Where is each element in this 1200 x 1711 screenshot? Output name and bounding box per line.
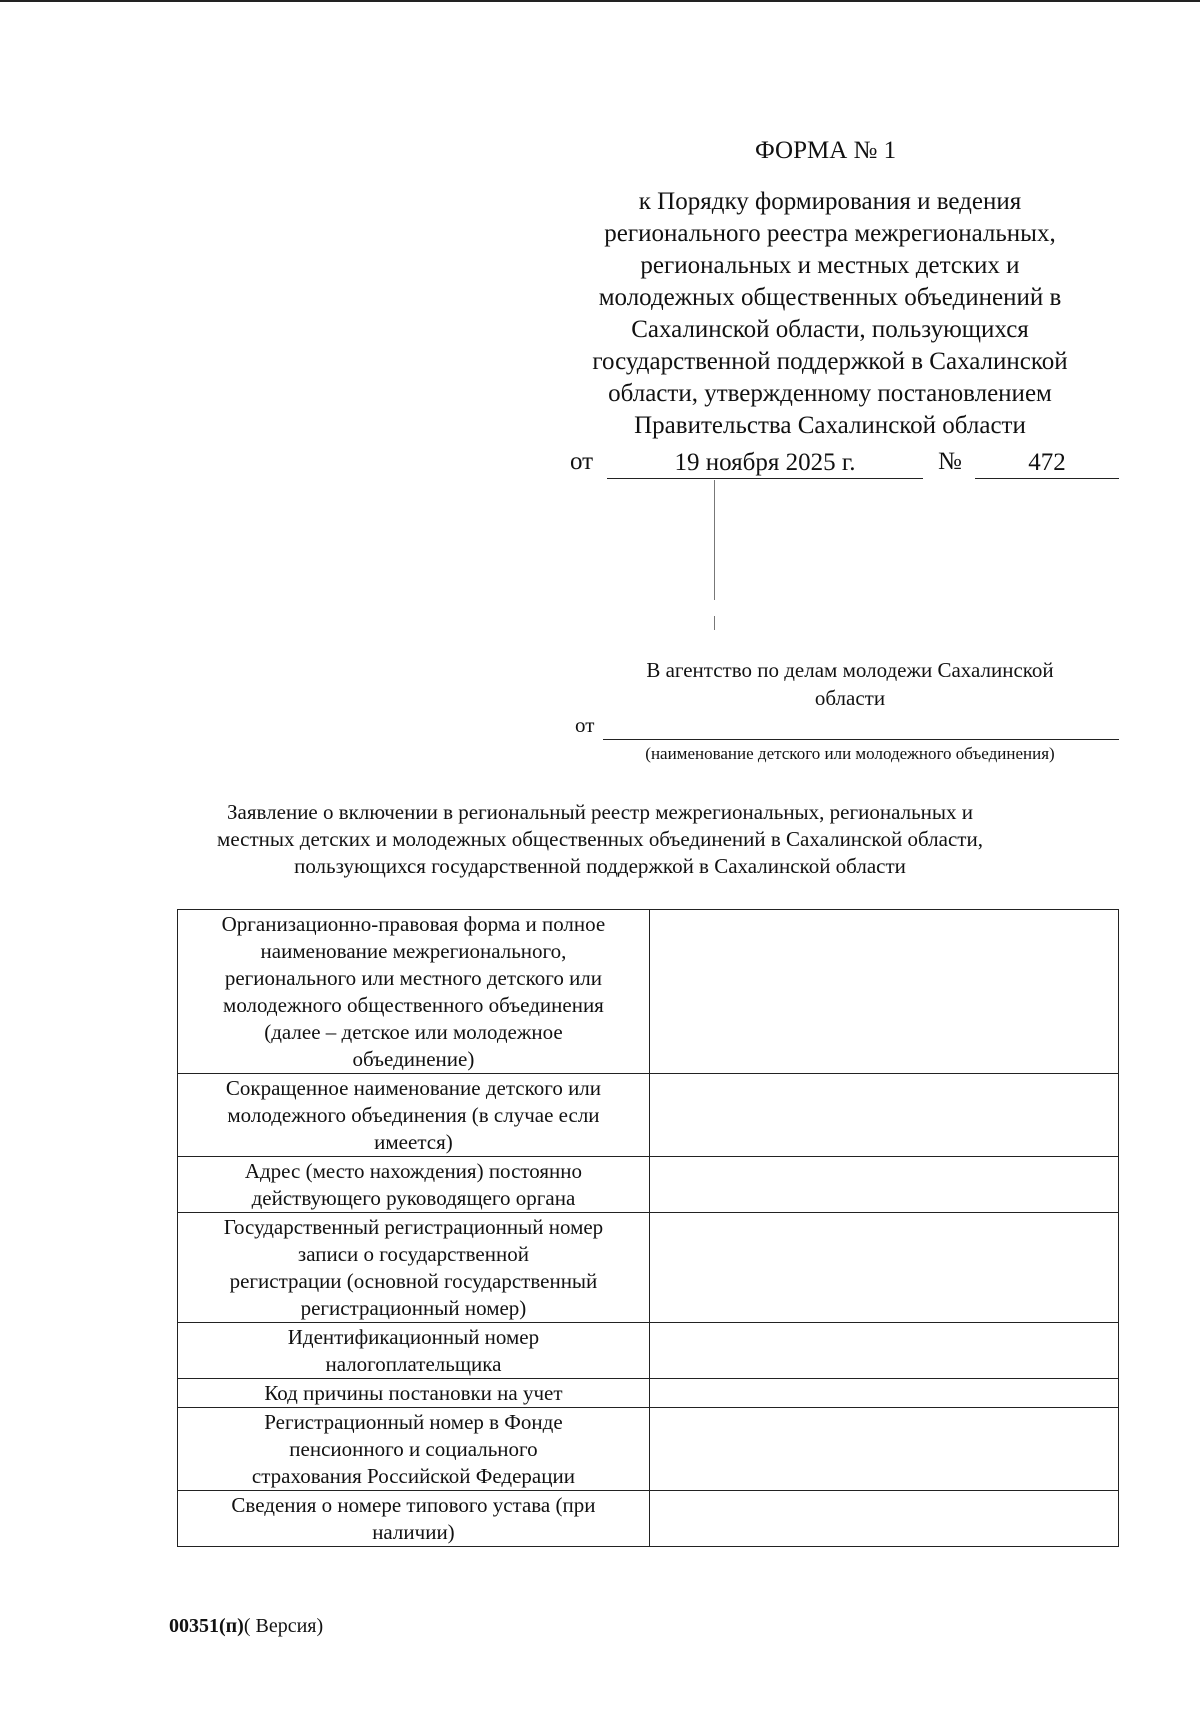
scan-mark [714,616,715,630]
short-name-value[interactable] [649,1074,1118,1157]
label-line: наличии) [372,1520,455,1544]
row-label [178,1074,650,1157]
reference-line: региональных и местных детских и [640,252,1020,279]
charter-number-value[interactable] [649,1491,1118,1547]
table-row [178,1379,1119,1408]
addressee-line: области [814,686,886,710]
document-footer [169,1615,323,1638]
label-line: (далее – детское или молодежное [264,1020,563,1044]
statement-title [100,799,1100,880]
statement-line: местных детских и молодежных общественных объединений в Сахалинской области, [217,827,983,851]
row-label [178,1323,650,1379]
table-row [178,1491,1119,1547]
reference-line: Правительства Сахалинской области [634,412,1026,439]
addressee-line: В агентство по делам молодежи Сахалинской [646,658,1054,682]
table-row [178,910,1119,1074]
row-label [178,1491,650,1547]
scan-mark [714,480,715,600]
label-line: молодежного объединения (в случае если [227,1103,600,1127]
form-title: ФОРМА № 1 [755,137,897,164]
row-label [178,1379,650,1408]
sfr-number-value[interactable] [649,1408,1118,1491]
regulation-reference [540,186,1120,442]
document-code: 00351(п) [169,1615,244,1637]
document-version: ( Версия) [243,1615,324,1637]
label-line: молодежного общественного объединения [223,993,604,1017]
label-line: налогоплательщика [325,1352,502,1376]
reference-line: регионального реестра межрегиональных, [604,220,1056,247]
organization-name-hint: (наименование детского или молодежного объединения) [645,744,1055,763]
number-prefix: № [938,448,962,475]
row-label [178,910,650,1074]
address-value[interactable] [649,1157,1118,1213]
label-line: регионального или местного детского или [224,966,603,990]
label-line: Организационно-правовая форма и полное [221,912,606,936]
label-line: Идентификационный номер [287,1325,540,1349]
label-line: страхования Российской Федерации [251,1464,575,1488]
label-line: Регистрационный номер в Фонде [264,1410,563,1434]
label-line: регистрационный номер) [300,1296,527,1320]
label-line: наименование межрегионального, [260,939,567,963]
label-line: пенсионного и социального [289,1437,538,1461]
resolution-number: 472 [975,448,1119,479]
label-line: объединение) [352,1047,475,1071]
reference-line: молодежных общественных объединений в [598,284,1062,311]
statement-line: пользующихся государственной поддержкой в Сахалинской области [294,854,906,878]
inn-value[interactable] [649,1323,1118,1379]
row-label [178,1408,650,1491]
reference-line: области, утвержденному постановлением [608,380,1052,407]
resolution-date: 19 ноября 2025 г. [607,448,923,479]
label-line: Государственный регистрационный номер [223,1215,604,1239]
kpp-value[interactable] [649,1379,1118,1408]
label-line: действующего руководящего органа [251,1186,576,1210]
date-prefix: от [570,448,594,475]
table-row [178,1074,1119,1157]
reference-line: государственной поддержкой в Сахалинской [592,348,1068,375]
table-row [178,1408,1119,1491]
ogrn-value[interactable] [649,1213,1118,1323]
label-line: регистрации (основной государственный [229,1269,598,1293]
organization-name-field[interactable] [603,713,1119,740]
reference-line: Сахалинской области, пользующихся [631,316,1029,343]
table-row [178,1323,1119,1379]
reference-line: к Порядку формирования и ведения [638,188,1022,215]
table-row [178,1157,1119,1213]
row-label [178,1157,650,1213]
full-name-value[interactable] [649,910,1118,1074]
label-line: Адрес (место нахождения) постоянно [244,1159,583,1183]
addressee [600,656,1100,712]
label-line: Код причины постановки на учет [264,1381,563,1405]
table-row [178,1213,1119,1323]
application-table [177,909,1119,1547]
page-top-border [0,0,1200,2]
label-line: Сокращенное наименование детского или [225,1076,602,1100]
label-line: имеется) [374,1130,453,1154]
statement-line: Заявление о включении в региональный реестр межрегиональных, региональных и [227,800,973,824]
from-prefix: от [575,713,595,737]
label-line: Сведения о номере типового устава (при [231,1493,596,1517]
row-label [178,1213,650,1323]
label-line: записи о государственной [297,1242,529,1266]
